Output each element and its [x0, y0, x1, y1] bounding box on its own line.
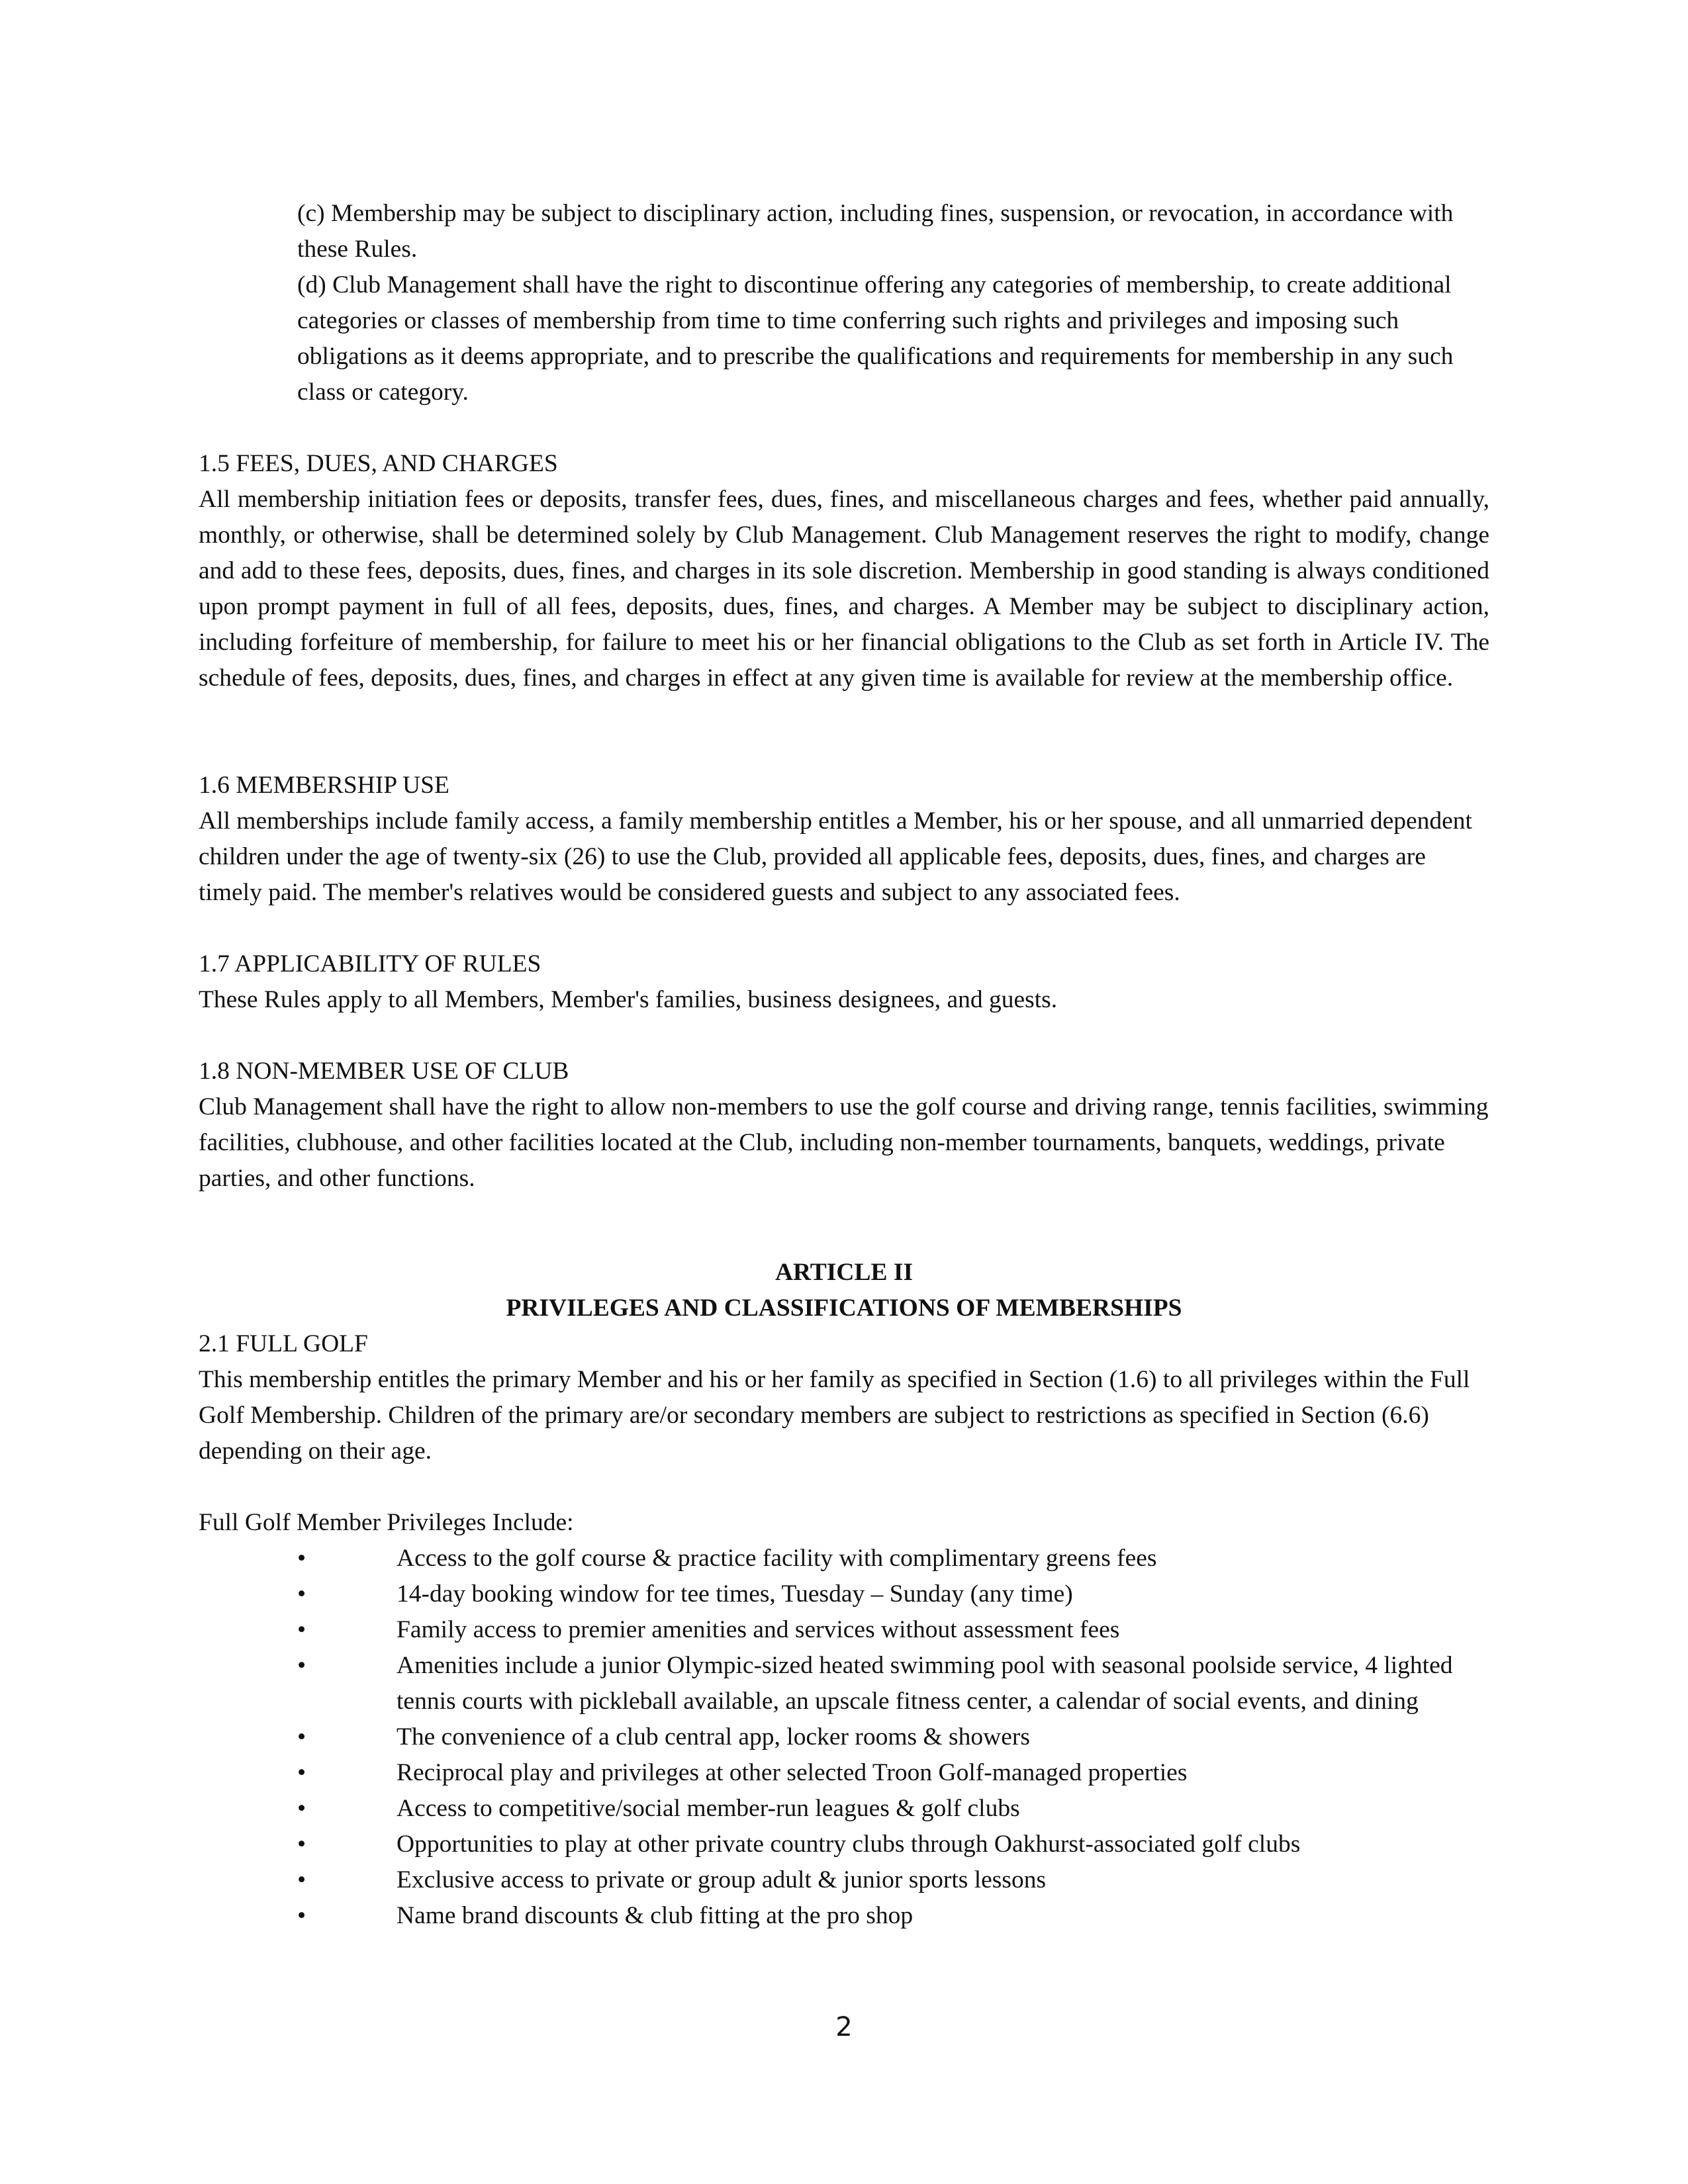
bullet-icon: •: [297, 1866, 306, 1893]
section-body: This membership entitles the primary Member and his or her family as specified in Section (1.6) to all privileges within the Full Golf Membership. Children of the primary are/or secondary members are subject to restrictions as specified in Section (6.6) depending on their age.: [199, 1366, 1470, 1465]
list-item: [297, 1541, 1489, 1576]
section-1-5: [199, 446, 1489, 696]
bullet-icon: •: [297, 1795, 306, 1822]
section-heading: 2.1 FULL GOLF: [199, 1330, 368, 1357]
list-item-text: Opportunities to play at other private country clubs through Oakhurst-associated golf clubs: [397, 1831, 1301, 1858]
article-title: PRIVILEGES AND CLASSIFICATIONS OF MEMBERSHIPS: [506, 1295, 1182, 1322]
section-body: Club Management shall have the right to allow non-members to use the golf course and driving range, tennis facilities, swimming facilities, clubhouse, and other facilities located at the Club, including non-member tournaments, banquets, weddings, private parties, and other functions.: [199, 1093, 1489, 1192]
list-item-text: Exclusive access to private or group adult & junior sports lessons: [397, 1866, 1047, 1893]
list-item: [297, 1862, 1489, 1898]
section-body: All membership initiation fees or deposits, transfer fees, dues, fines, and miscellaneous charges and fees, whether paid annually, monthly, or otherwise, shall be determined solely by Club Management. Club Management reserves the right to modify, change and add to these fees, deposits, dues, fines, and charges in its sole discretion. Membership in good standing is always conditioned upon prompt payment in full of all fees, deposits, dues, fines, and charges. A Member may be subject to disciplinary action, including forfeiture of membership, for failure to meet his or her financial obligations to the Club as set forth in Article IV. The schedule of fees, deposits, dues, fines, and charges in effect at any given time is available for review at the membership office.: [199, 486, 1489, 692]
paragraph-d: (d) Club Management shall have the right to discontinue offering any categories of membership, to create additional categories or classes of membership from time to time conferring such rights and privileges and imposing such obligations as it deems appropriate, and to prescribe the qualifications and requirements for membership in any such class or category.: [297, 271, 1454, 406]
list-item: [297, 1648, 1489, 1719]
article-number: ARTICLE II: [774, 1259, 914, 1286]
section-1-8: [199, 1054, 1489, 1197]
section-heading: 1.7 APPLICABILITY OF RULES: [199, 950, 541, 978]
list-item-text: Name brand discounts & club fitting at the pro shop: [397, 1902, 914, 1929]
section-heading: 1.6 MEMBERSHIP USE: [199, 772, 449, 799]
list-item: [297, 1827, 1489, 1862]
list-item: [297, 1791, 1489, 1827]
bullet-icon: •: [297, 1831, 306, 1858]
bullet-icon: •: [297, 1902, 306, 1929]
list-item-text: The convenience of a club central app, locker rooms & showers: [397, 1723, 1030, 1751]
bullet-icon: •: [297, 1652, 306, 1679]
privileges-list: [297, 1541, 1489, 1934]
page-number: 2: [835, 2012, 853, 2042]
list-item: [297, 1576, 1489, 1612]
bullet-icon: •: [297, 1759, 306, 1786]
list-item-text: Family access to premier amenities and services without assessment fees: [397, 1616, 1120, 1643]
section-heading: 1.5 FEES, DUES, AND CHARGES: [199, 450, 558, 477]
list-item: [297, 1898, 1489, 1934]
section-body: All memberships include family access, a family membership entitles a Member, his or her spouse, and all unmarried dependent children under the age of twenty-six (26) to use the Club, provided all applicable fees, deposits, dues, fines, and charges are timely paid. The member's relatives would be considered guests and subject to any associated fees.: [199, 807, 1472, 906]
intro-block: [297, 196, 1489, 410]
list-item-text: Reciprocal play and privileges at other selected Troon Golf-managed properties: [397, 1759, 1188, 1786]
section-heading: 1.8 NON-MEMBER USE OF CLUB: [199, 1058, 569, 1085]
section-body: These Rules apply to all Members, Member's families, business designees, and guests.: [199, 986, 1058, 1013]
section-1-6: [199, 768, 1489, 911]
list-item: [297, 1755, 1489, 1791]
bullet-icon: •: [297, 1580, 306, 1608]
section-2-1: [199, 1326, 1489, 1469]
bullet-icon: •: [297, 1616, 306, 1643]
bullet-icon: •: [297, 1545, 306, 1572]
paragraph-c: (c) Membership may be subject to disciplinary action, including fines, suspension, or revocation, in accordance with these Rules.: [297, 200, 1454, 263]
list-item-text: Access to competitive/social member-run leagues & golf clubs: [397, 1795, 1020, 1822]
list-item-text: Amenities include a junior Olympic-sized heated swimming pool with seasonal poolside service, 4 lighted tennis courts with pickleball available, an upscale fitness center, a calendar of social events, and dining: [397, 1652, 1453, 1715]
privileges-label: Full Golf Member Privileges Include:: [199, 1509, 574, 1536]
section-1-7: [199, 946, 1489, 1018]
list-item: [297, 1719, 1489, 1755]
article-heading: [199, 1255, 1489, 1326]
list-item-text: 14-day booking window for tee times, Tuesday – Sunday (any time): [397, 1580, 1073, 1608]
list-item-text: Access to the golf course & practice facility with complimentary greens fees: [397, 1545, 1157, 1572]
bullet-icon: •: [297, 1723, 306, 1751]
list-item: [297, 1612, 1489, 1648]
